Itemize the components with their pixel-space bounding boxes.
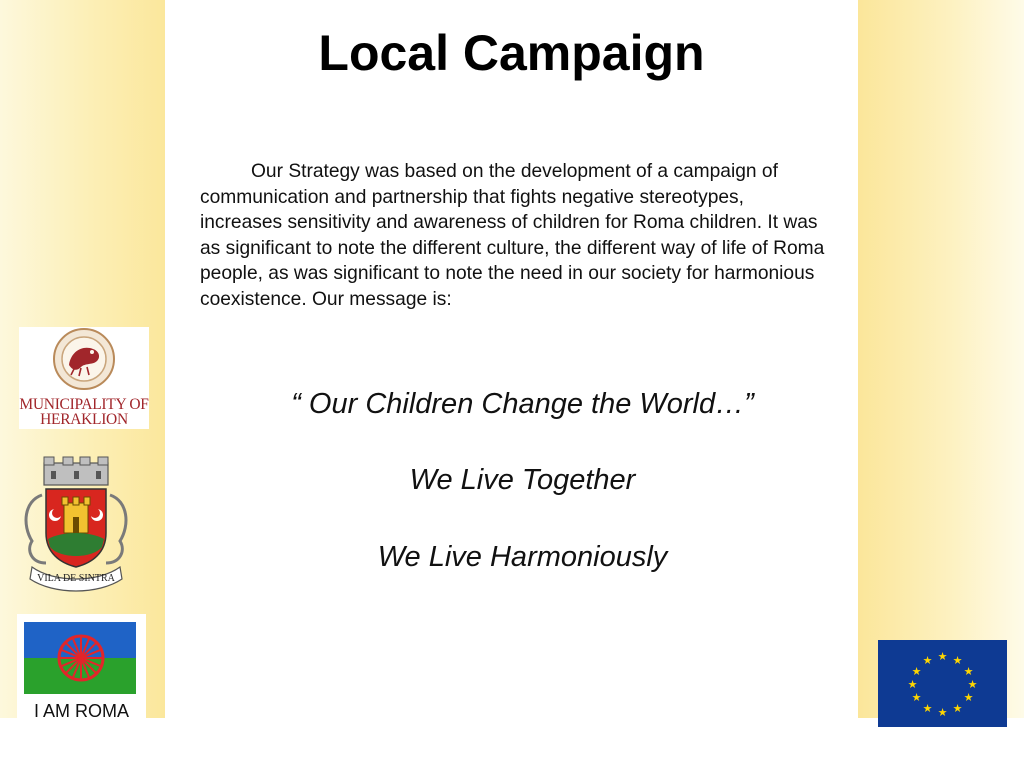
- i-am-roma-caption: I AM ROMA: [33, 701, 129, 721]
- right-decorative-panel: [858, 0, 1024, 718]
- svg-text:★: ★: [922, 702, 933, 715]
- sintra-coat-of-arms: [18, 455, 134, 595]
- svg-text:★: ★: [911, 691, 922, 704]
- svg-text:★: ★: [937, 706, 948, 719]
- slogan-live-together: We Live Together: [409, 464, 636, 496]
- i-am-roma-logo: [17, 614, 146, 721]
- slogan-live-harmoniously: We Live Harmoniously: [377, 541, 668, 573]
- svg-text:★: ★: [952, 654, 963, 667]
- svg-text:★: ★: [937, 650, 948, 663]
- sintra-motto-text: VILA DE SINTRA: [37, 573, 115, 584]
- slide-title: Local Campaign: [318, 25, 705, 81]
- svg-text:★: ★: [922, 654, 933, 667]
- heraklion-logo: [19, 327, 149, 429]
- vila-de-sintra-coat-of-arms-icon: [18, 455, 134, 595]
- heraklion-caption-line-1: MUNICIPALITY OF: [19, 396, 149, 413]
- svg-text:★: ★: [963, 665, 974, 678]
- heraklion-caption: [19, 397, 149, 427]
- bottom-strip: [0, 718, 1024, 768]
- romani-flag-icon: [17, 614, 146, 700]
- european-union-flag-icon: [878, 640, 1007, 727]
- heraklion-caption-line-2: HERAKLION: [40, 411, 128, 428]
- strategy-paragraph: Our Strategy was based on the development of a campaign of communication and partnership that fights negative stereotypes, increases sensitivity and awareness of children for Roma children. It was as significant to note the different culture, the different way of life of Roma people, as was significant to note the need in our society for harmonious coexistence. Our message is:: [200, 161, 825, 310]
- svg-text:★: ★: [967, 678, 978, 691]
- municipality-of-heraklion-emblem-icon: [19, 327, 149, 397]
- svg-text:★: ★: [911, 665, 922, 678]
- svg-text:★: ★: [963, 691, 974, 704]
- slogan-children-change-world: “ Our Children Change the World…”: [291, 388, 754, 420]
- svg-text:★: ★: [907, 678, 918, 691]
- eu-flag: [878, 640, 1007, 727]
- svg-text:★: ★: [952, 702, 963, 715]
